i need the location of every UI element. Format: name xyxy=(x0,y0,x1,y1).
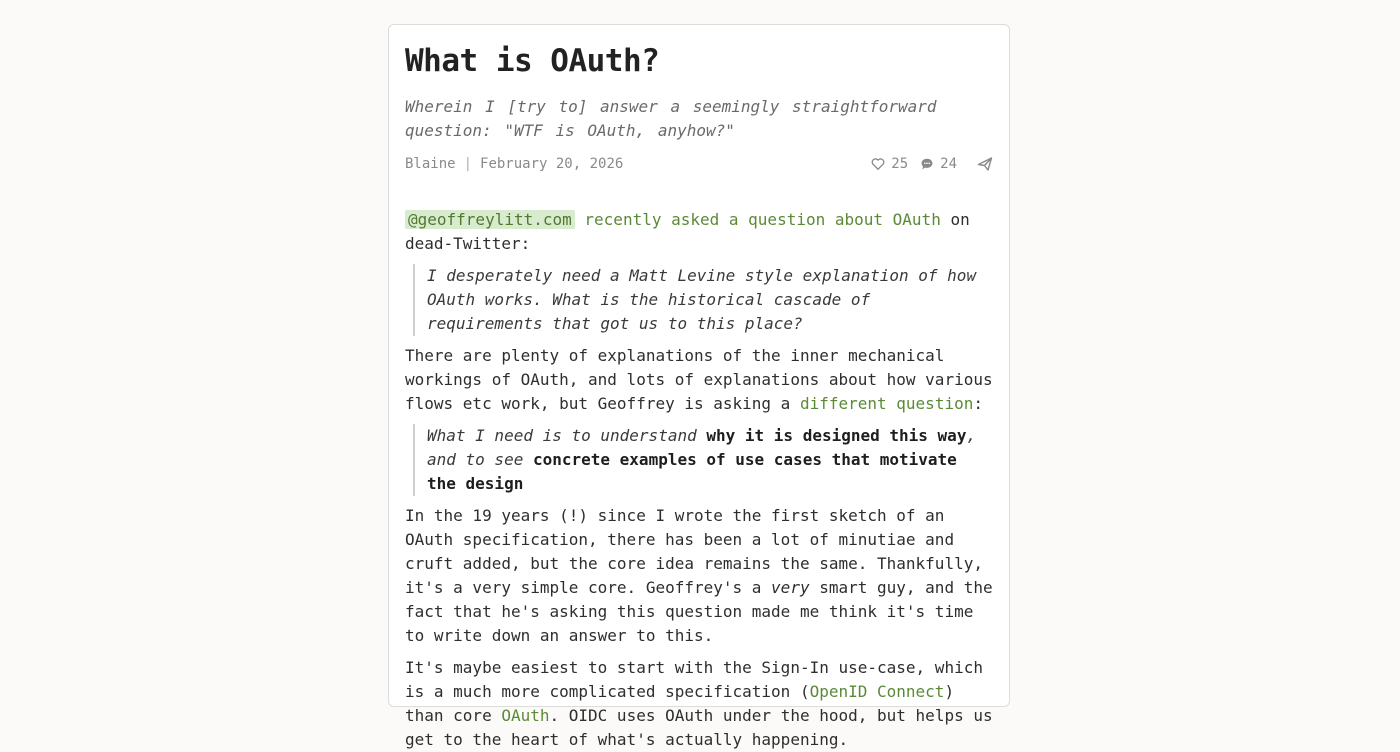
quote-text: What I need is to understand xyxy=(427,426,707,445)
blockquote xyxy=(413,424,993,496)
paragraph-text: It's maybe easiest to start with the Sign-In use-case, which is a much more complicated specification ( xyxy=(405,658,983,701)
paragraph-text: In the 19 years (!) since I wrote the first sketch of an OAuth specification, there has been a lot of minutiae and cruft added, but the core idea remains the same. Thankfully, it's a very simple core. Geoffrey's a xyxy=(405,506,983,597)
post-card xyxy=(388,24,1010,749)
comment-count: 24 xyxy=(940,156,957,172)
post-body xyxy=(405,208,993,752)
post-meta xyxy=(405,153,993,175)
comment-bubble-icon xyxy=(920,157,934,171)
paragraph xyxy=(405,656,993,752)
paragraph xyxy=(405,208,993,256)
quote-text: , and to see xyxy=(427,426,977,469)
mention-link[interactable]: @geoffreylitt.com xyxy=(405,210,575,229)
quote-bold: why it is designed this way xyxy=(706,426,967,445)
author-link[interactable]: Blaine xyxy=(405,156,456,172)
question-link[interactable]: recently asked a question about OAuth xyxy=(584,210,941,229)
paragraph xyxy=(405,504,993,648)
paragraph-text: : xyxy=(973,394,983,413)
quote-bold: concrete examples of use cases that motivate the design xyxy=(427,450,957,493)
oauth-link[interactable]: OAuth xyxy=(501,706,550,725)
paragraph-text: . OIDC uses OAuth under the hood, but helps us get to the heart of what's actually happening. xyxy=(405,706,993,749)
heart-icon xyxy=(871,157,885,171)
post-date: February 20, 2026 xyxy=(480,156,624,172)
meta-divider: | xyxy=(463,156,473,172)
like-button[interactable] xyxy=(871,156,908,172)
emphasis: very xyxy=(771,578,810,597)
paragraph-text: ) than core xyxy=(405,682,955,725)
different-question-link[interactable]: different question xyxy=(799,394,974,413)
post-title: What is OAuth? xyxy=(405,43,660,79)
comments-button[interactable] xyxy=(920,156,957,172)
post-subtitle: Wherein I [try to] answer a seemingly straightforward question: "WTF is OAuth, anyhow?" xyxy=(405,97,937,140)
paper-plane-icon xyxy=(977,156,993,172)
openid-connect-link[interactable]: OpenID Connect xyxy=(809,682,945,701)
paragraph-text: smart guy, and the fact that he's asking this question made me think it's time to write down an answer to this. xyxy=(405,578,993,645)
blockquote: I desperately need a Matt Levine style explanation of how OAuth works. What is the historical cascade of requirements that got us to this place? xyxy=(413,264,993,336)
paragraph xyxy=(405,344,993,416)
paragraph-text: There are plenty of explanations of the inner mechanical workings of OAuth, and lots of explanations about how various flows etc work, but Geoffrey is asking a xyxy=(405,346,993,413)
share-button[interactable] xyxy=(977,156,993,172)
paragraph-text: on dead-Twitter: xyxy=(405,210,970,253)
like-count: 25 xyxy=(891,156,909,172)
